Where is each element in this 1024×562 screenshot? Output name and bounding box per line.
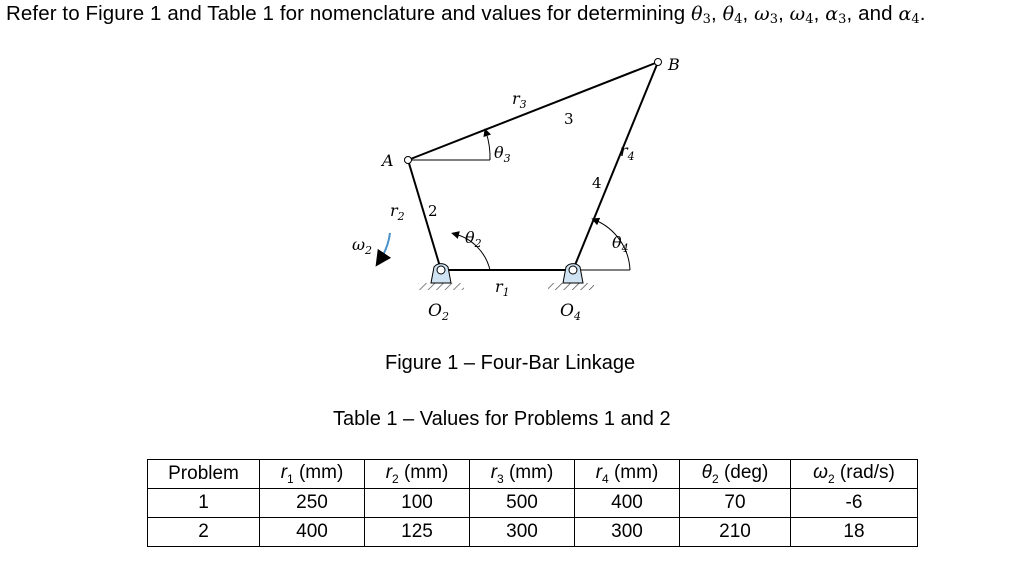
table-caption: Table 1 – Values for Problems 1 and 2 xyxy=(333,408,671,430)
symbol-omega4: $\omega_4$ xyxy=(789,3,814,27)
table-row xyxy=(148,489,918,518)
label-r4: $r_4$ xyxy=(620,141,635,163)
joint-b xyxy=(655,59,662,66)
table-row xyxy=(148,518,918,547)
table-cell: 70 xyxy=(680,489,791,518)
label-b: B xyxy=(668,55,680,74)
table-cell: 300 xyxy=(470,518,575,547)
ground-o2 xyxy=(418,283,464,290)
symbol-omega3: $\omega_3$ xyxy=(754,3,779,27)
label-a: A xyxy=(382,151,394,170)
label-link3: 3 xyxy=(564,110,574,128)
table-cell: 100 xyxy=(365,489,470,518)
label-r3: $r_3$ xyxy=(512,89,527,111)
table-cell: 400 xyxy=(260,518,365,547)
symbol-alpha4: $\alpha_4$ xyxy=(898,3,920,27)
theta3-arc xyxy=(486,132,490,160)
header-omega2: $\omega_2$ (rad/s) xyxy=(791,460,918,489)
label-theta2: $\theta_2$ xyxy=(465,228,482,250)
header-r1: $r_1$ (mm) xyxy=(260,460,365,489)
label-theta4: $\theta_4$ xyxy=(612,233,629,255)
joint-a xyxy=(405,157,412,164)
table-cell: 2 xyxy=(148,518,260,547)
header-r2: $r_2$ (mm) xyxy=(365,460,470,489)
header-r3: $r_3$ (mm) xyxy=(470,460,575,489)
label-link4: 4 xyxy=(592,174,602,192)
intro-text: Refer to Figure 1 and Table 1 for nomenclature and values for determining xyxy=(6,2,692,25)
symbol-alpha3: $\alpha_3$ xyxy=(825,3,847,27)
label-r2: $r_2$ xyxy=(390,201,405,223)
table-header-row xyxy=(148,460,918,489)
figure-caption: Figure 1 – Four-Bar Linkage xyxy=(385,352,636,374)
ground-o4 xyxy=(548,283,594,290)
table-cell: 300 xyxy=(575,518,680,547)
table-cell: 400 xyxy=(575,489,680,518)
label-theta3: $\theta_3$ xyxy=(494,143,511,165)
symbol-theta4: $\theta_4$ xyxy=(722,3,743,27)
header-r4: $r_4$ (mm) xyxy=(575,460,680,489)
table-cell: 125 xyxy=(365,518,470,547)
label-omega2: $\omega_2$ xyxy=(352,235,373,257)
symbol-theta3: $\theta_3$ xyxy=(691,3,711,27)
label-link2: 2 xyxy=(428,202,438,220)
label-o2: $O_2$ xyxy=(428,301,449,323)
table-cell: 18 xyxy=(791,518,918,547)
table-cell: 210 xyxy=(680,518,791,547)
label-o4: $O_4$ xyxy=(560,301,581,323)
label-r1: $r_1$ xyxy=(495,277,510,299)
table-cell: 250 xyxy=(260,489,365,518)
table-cell: 1 xyxy=(148,489,260,518)
intro-sentence: Refer to Figure 1 and Table 1 for nomenclature and values for determining $\theta_3$, $\theta_4$, $\omega_3$, $\omega_4$, $\alpha_3$, and $\alpha_4$. xyxy=(6,2,926,27)
table-cell: 500 xyxy=(470,489,575,518)
omega2-arrow xyxy=(380,233,390,260)
four-bar-linkage-figure xyxy=(330,48,710,338)
header-problem: Problem xyxy=(148,460,260,489)
values-table xyxy=(147,459,918,547)
table-cell: -6 xyxy=(791,489,918,518)
header-theta2: $\theta_2$ (deg) xyxy=(680,460,791,489)
